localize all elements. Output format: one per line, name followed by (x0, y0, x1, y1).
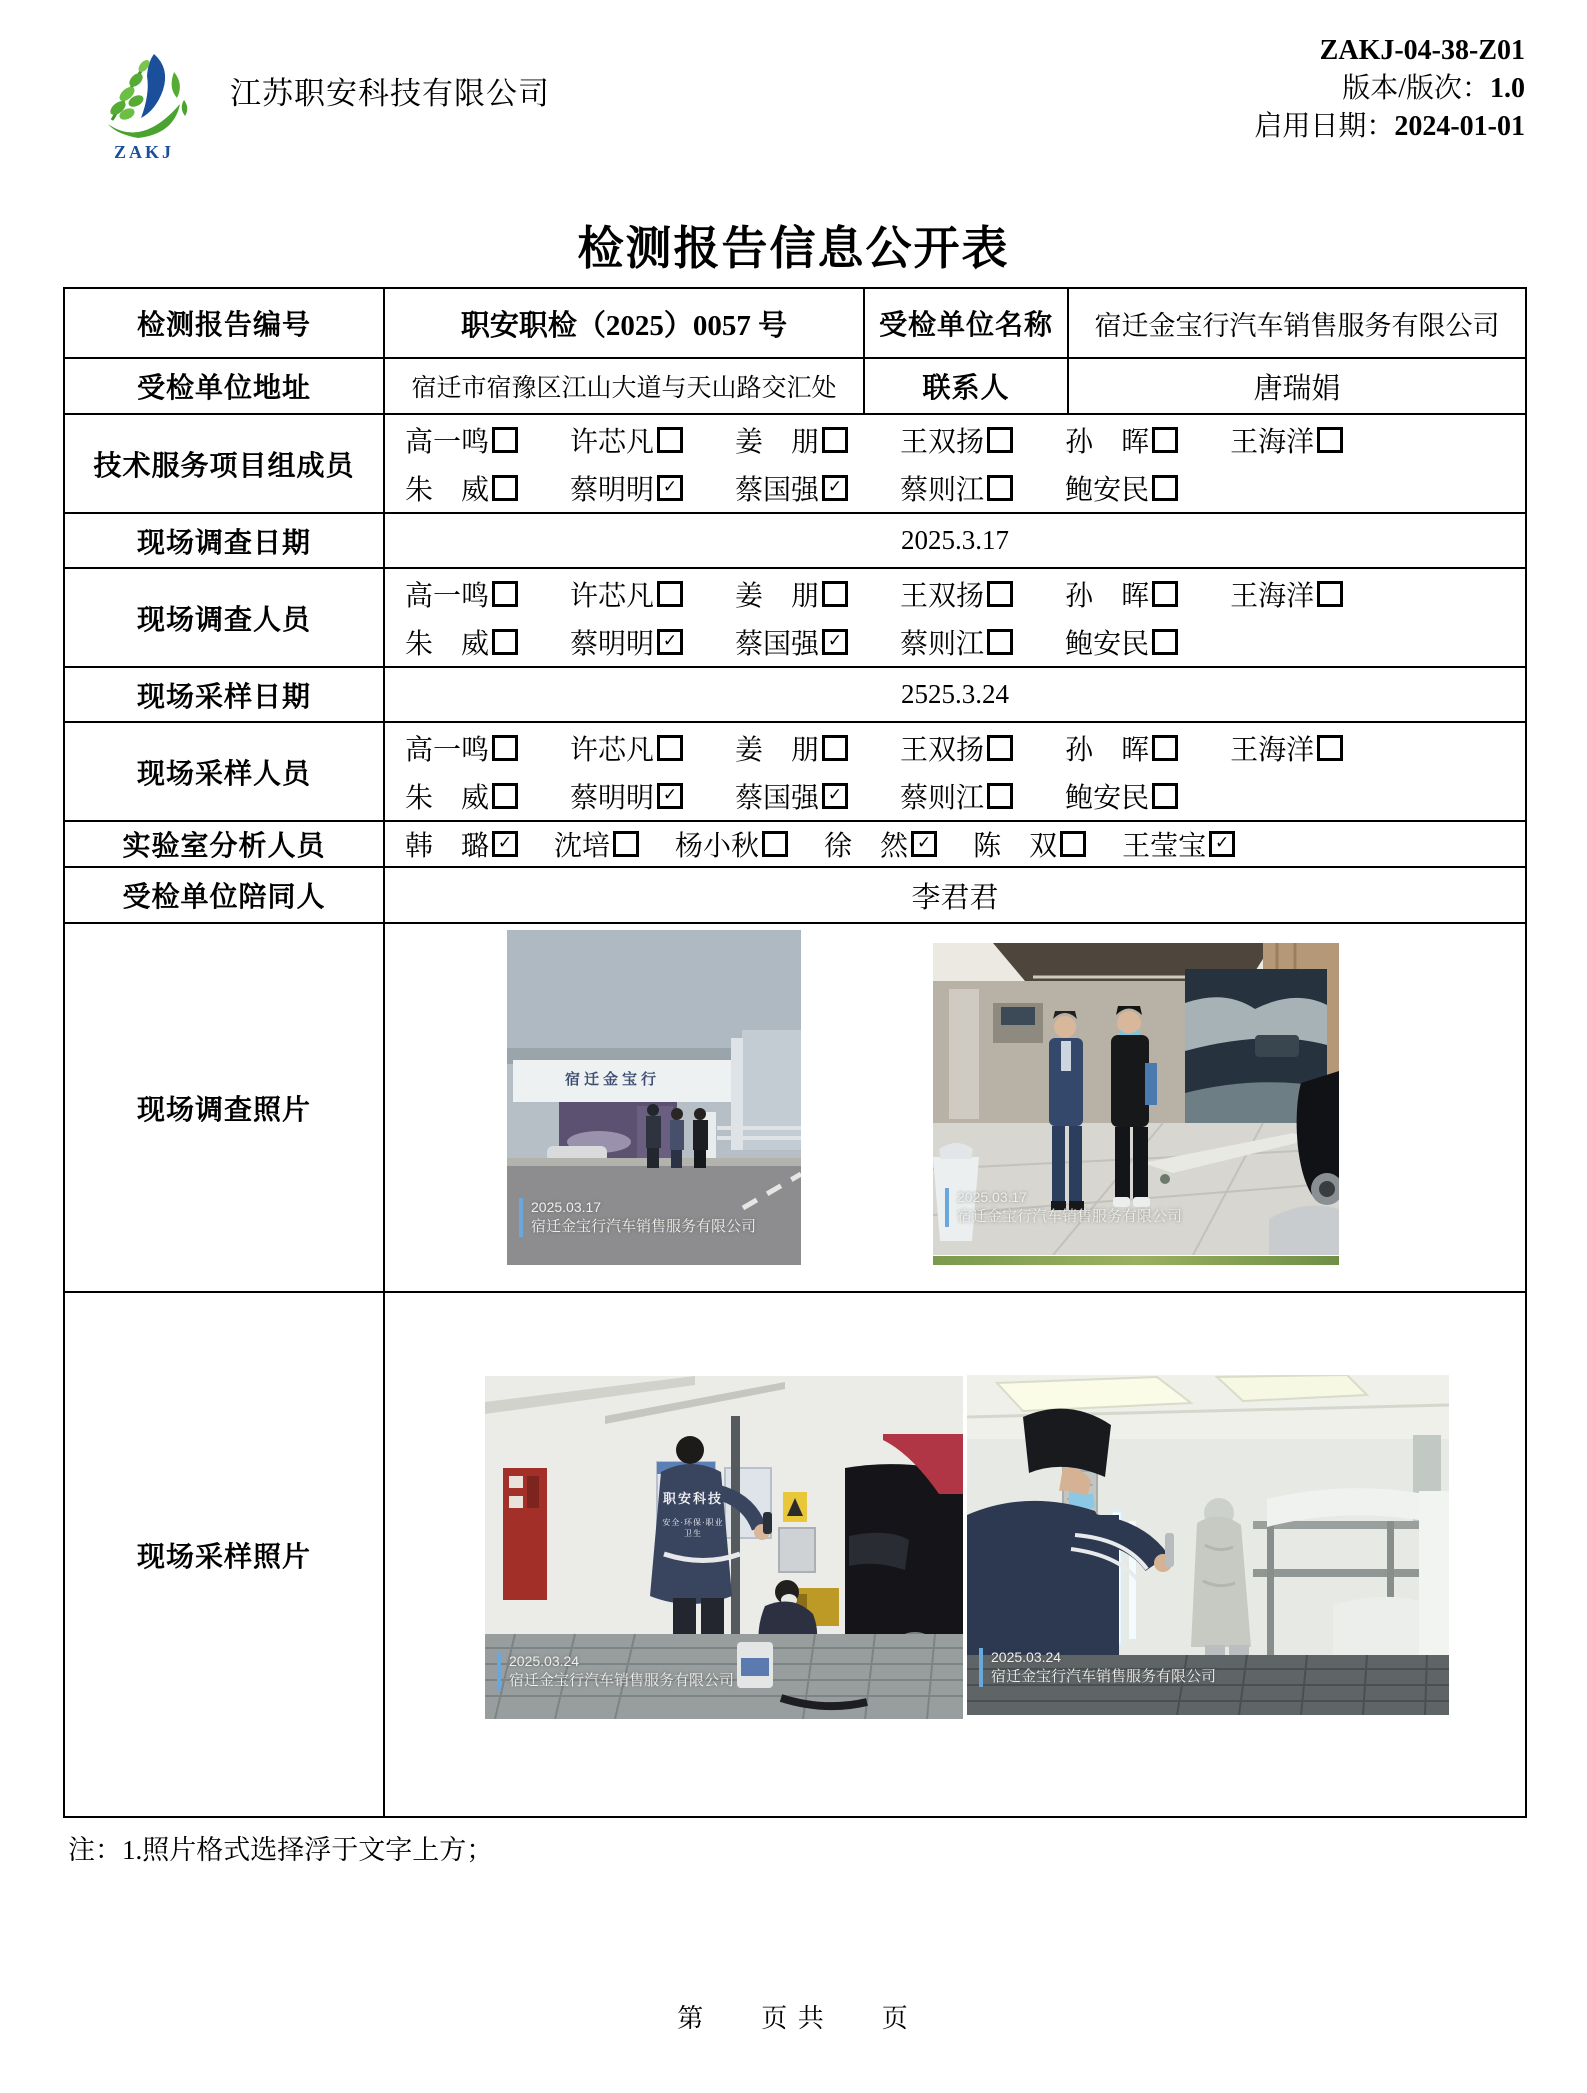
staff-member (1065, 622, 1178, 662)
staff-name: 朱 威 (405, 628, 490, 660)
team-members-cell (384, 414, 1526, 513)
watermark-date: 2025.03.24 (991, 1648, 1062, 1665)
photo-watermark (519, 1198, 756, 1237)
logo-text: ZAKJ (113, 142, 174, 162)
checkbox-checked[interactable]: ✓ (911, 831, 937, 857)
staff-member (900, 420, 1013, 460)
staff-member (570, 468, 683, 508)
staff-member (405, 622, 518, 662)
sampling-date-label: 现场采样日期 (64, 667, 384, 722)
staff-name: 许芯凡 (570, 426, 655, 458)
checkbox-unchecked[interactable] (657, 581, 683, 607)
staff-member (900, 776, 1013, 816)
staff-name: 王双扬 (900, 426, 985, 458)
survey-staff-cell (384, 568, 1526, 667)
staff-name: 鲍安民 (1065, 782, 1150, 814)
unit-addr-value: 宿迁市宿豫区江山大道与天山路交汇处 (384, 358, 864, 414)
report-no-label: 检测报告编号 (64, 288, 384, 358)
staff-member (570, 728, 683, 768)
staff-member (735, 776, 848, 816)
staff-name: 王海洋 (1230, 580, 1315, 612)
unit-name-value: 宿迁金宝行汽车销售服务有限公司 (1068, 288, 1526, 358)
staff-name: 蔡则江 (900, 474, 985, 506)
checkbox-unchecked[interactable] (1152, 629, 1178, 655)
staff-name: 蔡则江 (900, 628, 985, 660)
doc-code: ZAKJ-04-38-Z01 (1319, 35, 1525, 66)
staff-member (1065, 468, 1178, 508)
staff-name: 鲍安民 (1065, 628, 1150, 660)
checkbox-unchecked[interactable] (822, 735, 848, 761)
staff-name: 孙 晖 (1065, 580, 1150, 612)
staff-member (735, 574, 848, 614)
staff-name: 许芯凡 (570, 580, 655, 612)
staff-member (824, 824, 937, 864)
dealership-sign-text: 宿迁金宝行 (565, 1072, 661, 1088)
checkbox-unchecked[interactable] (492, 629, 518, 655)
staff-name: 孙 晖 (1065, 426, 1150, 458)
staff-name: 杨小秋 (675, 831, 760, 862)
watermark-date: 2025.03.17 (531, 1198, 602, 1215)
sampling-staff-line-2 (385, 772, 1525, 820)
staff-name: 姜 朋 (735, 426, 820, 458)
checkbox-unchecked[interactable] (657, 735, 683, 761)
staff-name: 孙 晖 (1065, 734, 1150, 766)
staff-name: 高一鸣 (405, 734, 490, 766)
staff-member (973, 824, 1086, 864)
staff-name: 许芯凡 (570, 734, 655, 766)
survey-date-value: 2025.3.17 (384, 513, 1526, 568)
sampling-date-value: 2525.3.24 (384, 667, 1526, 722)
staff-name: 沈培 (554, 831, 611, 862)
staff-member (735, 420, 848, 460)
staff-member (675, 824, 788, 864)
unit-name-label: 受检单位名称 (864, 288, 1068, 358)
team-line-2 (385, 464, 1525, 512)
survey-staff-label: 现场调查人员 (64, 568, 384, 667)
checkbox-unchecked[interactable] (987, 735, 1013, 761)
staff-member (900, 622, 1013, 662)
team-label: 技术服务项目组成员 (64, 414, 384, 513)
watermark-date: 2025.03.17 (957, 1188, 1028, 1205)
checkbox-unchecked[interactable] (1152, 427, 1178, 453)
checkbox-checked[interactable]: ✓ (822, 629, 848, 655)
checkbox-unchecked[interactable] (492, 783, 518, 809)
checkbox-unchecked[interactable] (1152, 783, 1178, 809)
checkbox-unchecked[interactable] (822, 581, 848, 607)
staff-member (1230, 728, 1343, 768)
staff-name: 蔡国强 (735, 628, 820, 660)
staff-member (1230, 574, 1343, 614)
checkbox-unchecked[interactable] (762, 831, 788, 857)
sampling-photo-label: 现场采样照片 (64, 1292, 384, 1817)
checkbox-unchecked[interactable] (492, 581, 518, 607)
staff-member (900, 728, 1013, 768)
staff-name: 姜 朋 (735, 734, 820, 766)
checkbox-unchecked[interactable] (657, 427, 683, 453)
staff-name: 朱 威 (405, 474, 490, 506)
staff-member (570, 622, 683, 662)
checkbox-unchecked[interactable] (1152, 581, 1178, 607)
watermark-company: 宿迁金宝行汽车销售服务有限公司 (957, 1207, 1183, 1225)
staff-name: 王海洋 (1230, 426, 1315, 458)
checkbox-checked[interactable]: ✓ (822, 783, 848, 809)
contact-value: 唐瑞娟 (1068, 358, 1526, 414)
unit-addr-label: 受检单位地址 (64, 358, 384, 414)
checkbox-unchecked[interactable] (987, 783, 1013, 809)
staff-member (570, 574, 683, 614)
company-logo (94, 42, 194, 170)
staff-name: 王莹宝 (1122, 831, 1207, 862)
watermark-company: 宿迁金宝行汽车销售服务有限公司 (991, 1667, 1217, 1685)
checkbox-unchecked[interactable] (1317, 735, 1343, 761)
staff-member (570, 420, 683, 460)
staff-name: 蔡国强 (735, 474, 820, 506)
page-title: 检测报告信息公开表 (577, 223, 1010, 274)
staff-member (900, 468, 1013, 508)
staff-name: 鲍安民 (1065, 474, 1150, 506)
photo-watermark (497, 1652, 734, 1691)
staff-name: 蔡则江 (900, 782, 985, 814)
contact-label: 联系人 (864, 358, 1068, 414)
watermark-company: 宿迁金宝行汽车销售服务有限公司 (509, 1671, 735, 1689)
staff-name: 陈 双 (973, 831, 1058, 862)
survey-photo-1 (507, 930, 801, 1265)
staff-member (1065, 420, 1178, 460)
checkbox-checked[interactable]: ✓ (492, 831, 518, 857)
checkbox-checked[interactable]: ✓ (822, 475, 848, 501)
staff-member (405, 776, 518, 816)
staff-name: 王双扬 (900, 580, 985, 612)
staff-member (405, 824, 518, 864)
header-doc-meta (1254, 32, 1525, 146)
staff-name: 徐 然 (824, 831, 909, 862)
jacket-back-text (661, 1488, 725, 1539)
photo-edge-sliver (933, 1256, 1339, 1265)
checkbox-checked[interactable]: ✓ (1209, 831, 1235, 857)
checkbox-unchecked[interactable] (822, 427, 848, 453)
checkbox-unchecked[interactable] (492, 735, 518, 761)
staff-name: 朱 威 (405, 782, 490, 814)
staff-member (735, 622, 848, 662)
staff-name: 高一鸣 (405, 426, 490, 458)
lab-staff-label: 实验室分析人员 (64, 821, 384, 867)
checkbox-checked[interactable]: ✓ (657, 475, 683, 501)
sampling-photo-1 (485, 1376, 963, 1719)
sampling-staff-label: 现场采样人员 (64, 722, 384, 821)
watermark-company: 宿迁金宝行汽车销售服务有限公司 (531, 1217, 757, 1235)
checkbox-unchecked[interactable] (987, 475, 1013, 501)
checkbox-unchecked[interactable] (1152, 475, 1178, 501)
checkbox-unchecked[interactable] (492, 427, 518, 453)
report-no-value: 职安职检（2025）0057 号 (384, 288, 864, 358)
effective-date-label: 启用日期： (1254, 111, 1395, 142)
photo-watermark (979, 1648, 1216, 1687)
survey-photo-2 (933, 943, 1339, 1255)
checkbox-unchecked[interactable] (1317, 581, 1343, 607)
sampling-staff-cell (384, 722, 1526, 821)
checkbox-unchecked[interactable] (1152, 735, 1178, 761)
checkbox-unchecked[interactable] (987, 629, 1013, 655)
photo-watermark (945, 1188, 1182, 1227)
checkbox-unchecked[interactable] (1317, 427, 1343, 453)
staff-name: 蔡明明 (570, 474, 655, 506)
checkbox-checked[interactable]: ✓ (657, 783, 683, 809)
survey-photo-label: 现场调查照片 (64, 923, 384, 1292)
staff-member (1065, 574, 1178, 614)
staff-member (405, 420, 518, 460)
staff-member (405, 574, 518, 614)
footnote: 注：1.照片格式选择浮于文字上方； (68, 1835, 494, 1865)
staff-name: 蔡国强 (735, 782, 820, 814)
checkbox-unchecked[interactable] (492, 475, 518, 501)
checkbox-unchecked[interactable] (987, 427, 1013, 453)
lab-staff-line (385, 822, 1525, 866)
version-label: 版本/版次： (1342, 73, 1490, 104)
jacket-brand: 职安科技 (662, 1491, 723, 1506)
checkbox-checked[interactable]: ✓ (657, 629, 683, 655)
staff-name: 高一鸣 (405, 580, 490, 612)
company-name: 江苏职安科技有限公司 (230, 76, 550, 111)
staff-name: 王双扬 (900, 734, 985, 766)
effective-date-value: 2024-01-01 (1394, 111, 1525, 142)
staff-member (1065, 776, 1178, 816)
survey-staff-line-1 (385, 570, 1525, 618)
checkbox-unchecked[interactable] (987, 581, 1013, 607)
staff-member (570, 776, 683, 816)
staff-name: 蔡明明 (570, 782, 655, 814)
companion-value: 李君君 (384, 867, 1526, 923)
checkbox-unchecked[interactable] (1060, 831, 1086, 857)
watermark-date: 2025.03.24 (509, 1652, 580, 1669)
page-footer: 第 页 共 页 (677, 2004, 910, 2033)
sampling-photo-2 (967, 1375, 1449, 1715)
sampling-staff-line-1 (385, 724, 1525, 772)
staff-member (405, 468, 518, 508)
staff-name: 王海洋 (1230, 734, 1315, 766)
staff-name: 姜 朋 (735, 580, 820, 612)
survey-date-label: 现场调查日期 (64, 513, 384, 568)
staff-member (554, 824, 639, 864)
staff-member (735, 468, 848, 508)
checkbox-unchecked[interactable] (613, 831, 639, 857)
jacket-tagline: 安全·环保·职业卫生 (662, 1518, 724, 1538)
companion-label: 受检单位陪同人 (64, 867, 384, 923)
staff-member (1230, 420, 1343, 460)
survey-staff-line-2 (385, 618, 1525, 666)
team-line-1 (385, 416, 1525, 464)
staff-member (1065, 728, 1178, 768)
staff-name: 蔡明明 (570, 628, 655, 660)
lab-staff-cell (384, 821, 1526, 867)
staff-name: 韩 璐 (405, 831, 490, 862)
staff-member (735, 728, 848, 768)
staff-member (405, 728, 518, 768)
staff-member (1122, 824, 1235, 864)
version-value: 1.0 (1490, 73, 1525, 104)
leaf-logo-icon (94, 42, 194, 142)
staff-member (900, 574, 1013, 614)
